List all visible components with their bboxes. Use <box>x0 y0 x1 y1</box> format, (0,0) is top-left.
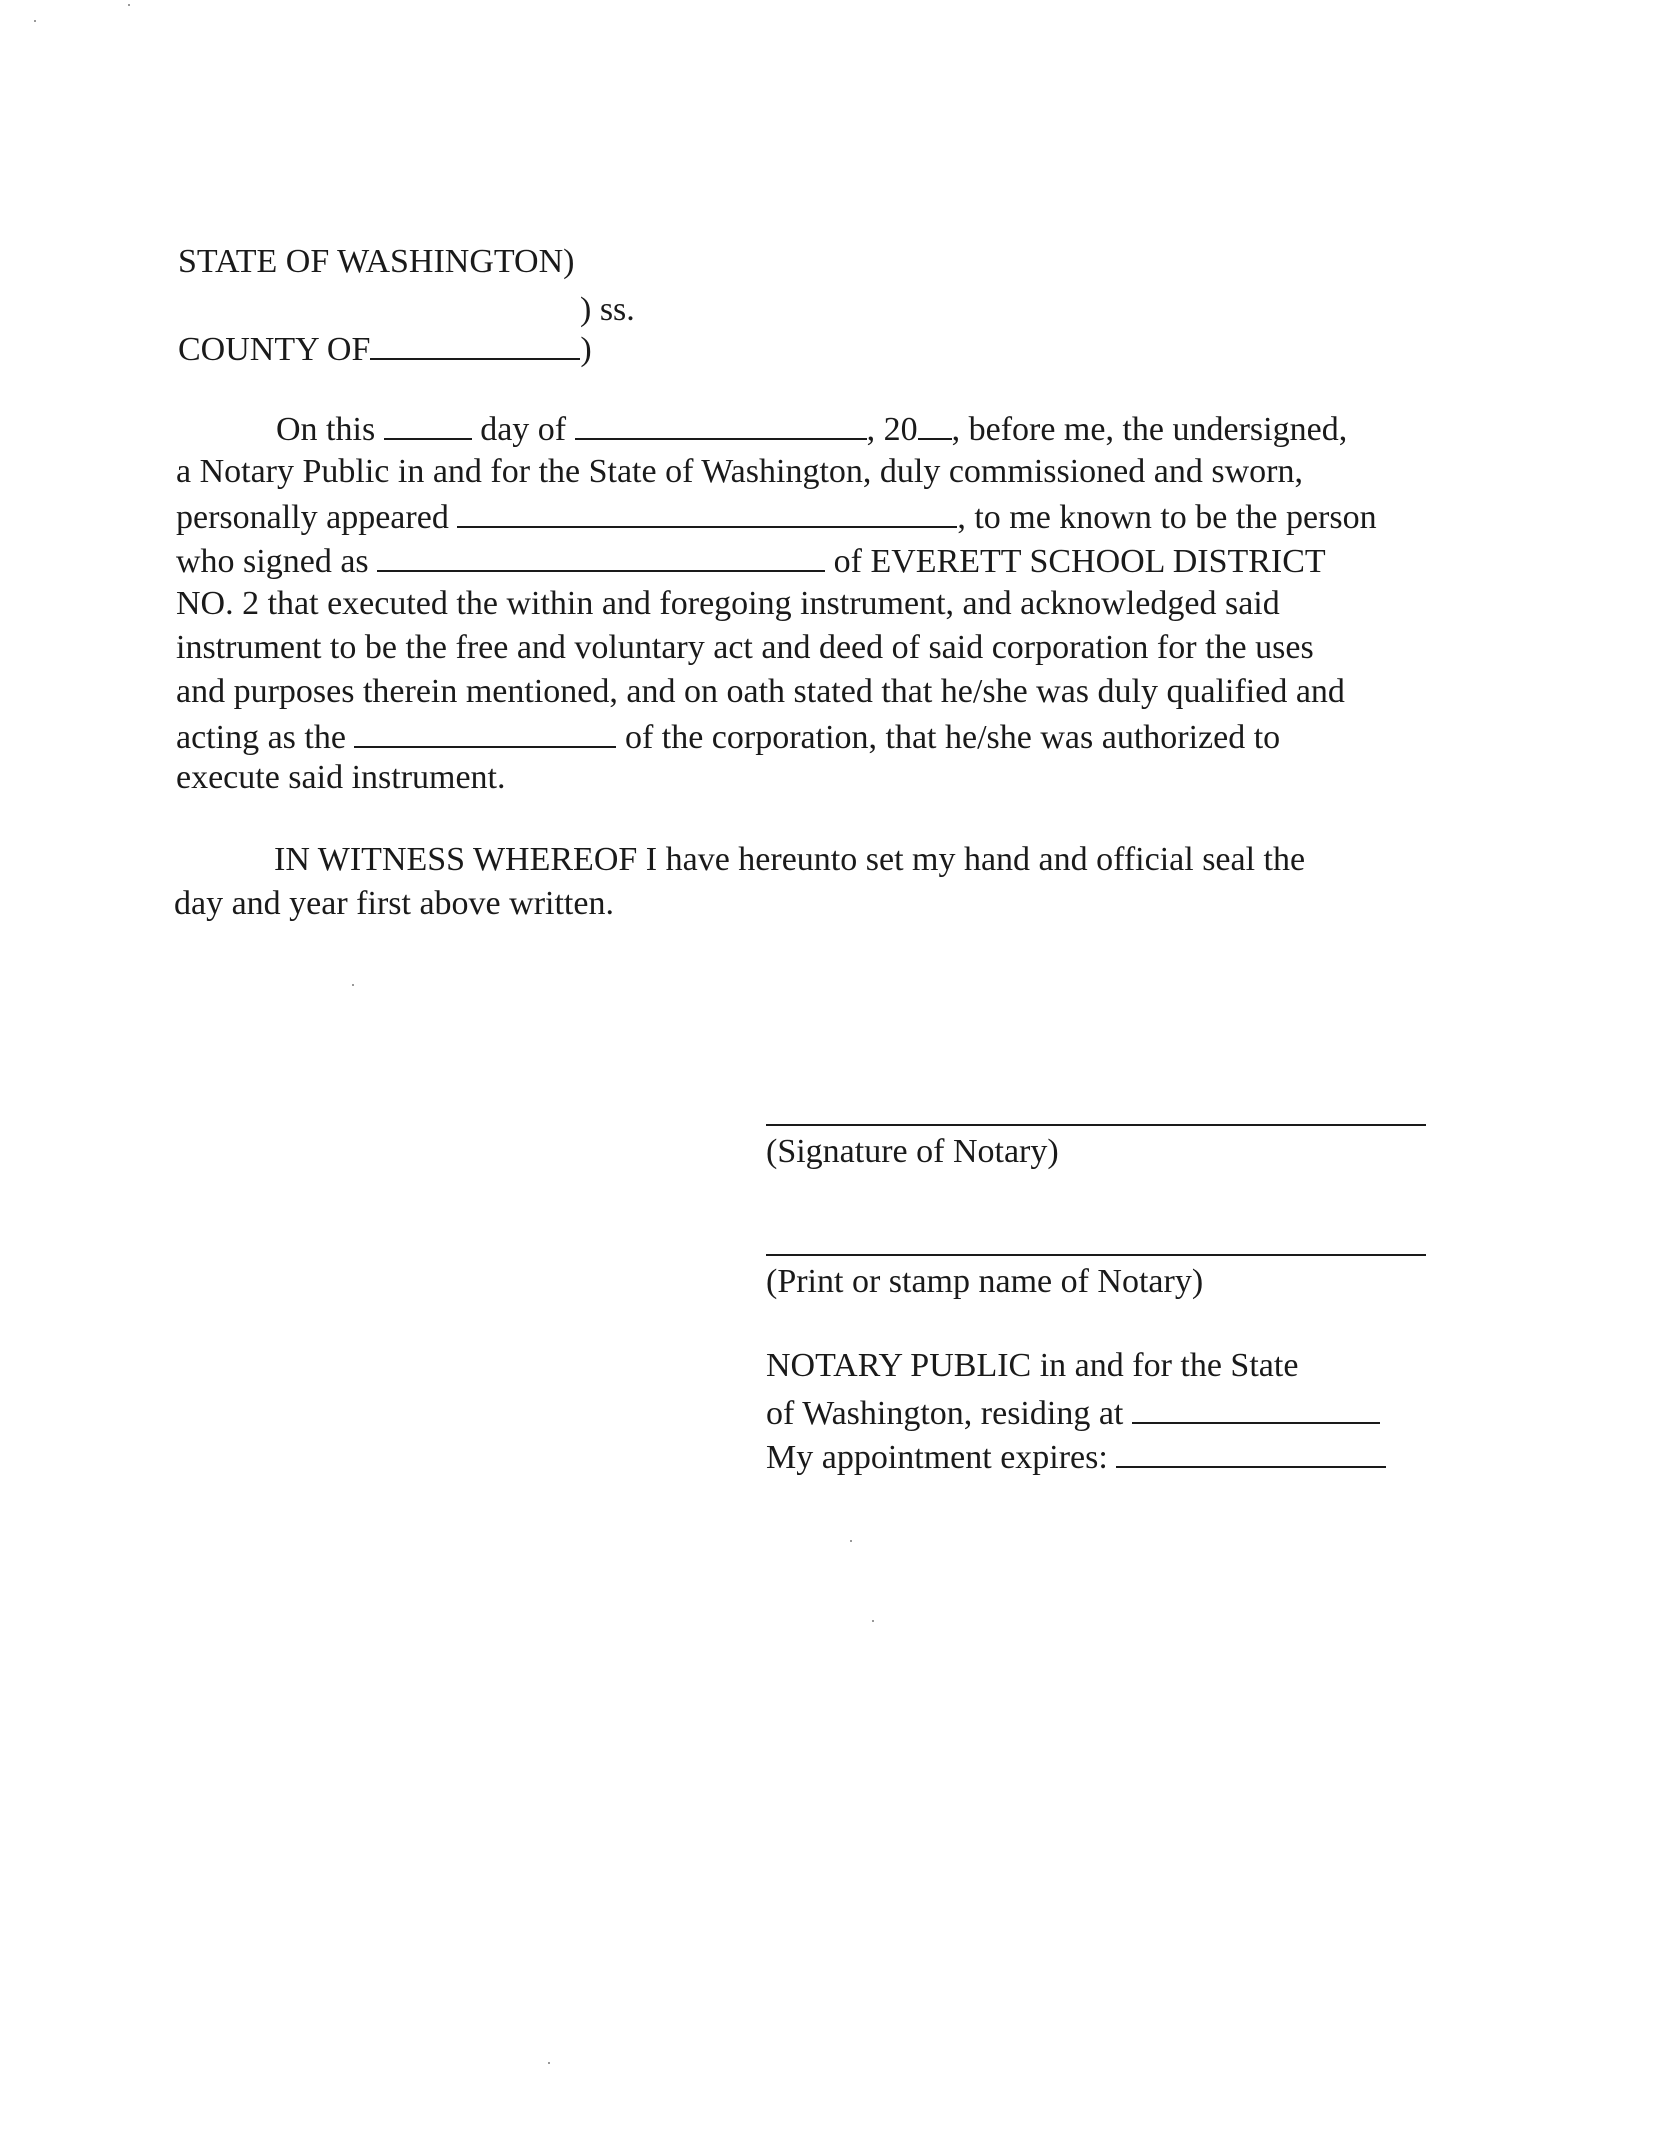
print-name-line[interactable] <box>766 1254 1426 1256</box>
county-caption <box>178 328 592 370</box>
ack-line-6 <box>176 628 1314 668</box>
scan-speck <box>850 1540 852 1542</box>
ack-line-6-text: instrument to be the free and voluntary act and deed of said corporation for the uses <box>176 629 1314 666</box>
corporation-text: of the corporation, that he/she was authorized to <box>624 719 1281 756</box>
ack-line-8 <box>176 716 1280 758</box>
expiration-blank[interactable] <box>1116 1436 1386 1468</box>
print-caption <box>766 1262 1203 1302</box>
ack-line-9-text: execute said instrument. <box>176 759 506 796</box>
scan-speck <box>34 20 36 22</box>
known-person-text: , to me known to be the person <box>957 499 1377 536</box>
ack-line-5-text: NO. 2 that executed the within and foregoing instrument, and acknowledged said <box>176 585 1280 622</box>
signature-caption <box>766 1132 1059 1172</box>
residing-at-text: of Washington, residing at <box>766 1395 1124 1432</box>
witness-line-1-text: IN WITNESS WHEREOF I have hereunto set my hand and official seal the <box>274 841 1306 878</box>
year-prefix-text: , 20 <box>866 411 918 448</box>
personally-appeared-text: personally appeared <box>176 499 449 536</box>
acting-as-text: acting as the <box>176 719 346 756</box>
state-line: STATE OF WASHINGTON) <box>178 243 575 280</box>
on-this-text: On this <box>276 411 376 448</box>
notary-line-1-text: NOTARY PUBLIC in and for the State <box>766 1347 1299 1384</box>
year-blank[interactable] <box>918 408 952 440</box>
day-of-text: day of <box>480 411 567 448</box>
notary-line-3 <box>766 1436 1386 1478</box>
ss-line: ) ss. <box>580 291 635 328</box>
scan-speck <box>352 984 354 986</box>
ack-line-2-text: a Notary Public in and for the State of Washington, duly commissioned and sworn, <box>176 453 1303 490</box>
ack-line-5 <box>176 584 1280 624</box>
ack-line-7-text: and purposes therein mentioned, and on oath stated that he/she was duly qualified and <box>176 673 1345 710</box>
county-close: ) <box>580 331 592 368</box>
witness-line-2-text: day and year first above written. <box>174 885 614 922</box>
witness-line-1 <box>274 840 1305 880</box>
signature-caption-text: (Signature of Notary) <box>766 1133 1059 1170</box>
signed-as-text: who signed as <box>176 543 369 580</box>
ack-line-4 <box>176 540 1326 582</box>
ack-line-3 <box>176 496 1377 538</box>
ack-line-9 <box>176 758 506 798</box>
state-caption <box>178 242 574 282</box>
notary-line-1 <box>766 1346 1298 1386</box>
appeared-name-blank[interactable] <box>457 496 957 528</box>
county-blank[interactable] <box>370 328 580 360</box>
day-blank[interactable] <box>384 408 472 440</box>
ss-caption <box>580 290 635 330</box>
county-label: COUNTY OF <box>178 331 371 368</box>
signature-line[interactable] <box>766 1124 1426 1126</box>
residence-blank[interactable] <box>1132 1392 1380 1424</box>
ack-line-1 <box>276 408 1347 450</box>
month-blank[interactable] <box>575 408 867 440</box>
ack-line-7 <box>176 672 1345 712</box>
notary-line-2 <box>766 1392 1380 1434</box>
ack-line-2 <box>176 452 1303 492</box>
scan-speck <box>872 1620 874 1622</box>
title-blank[interactable] <box>354 716 616 748</box>
scan-speck <box>128 4 130 6</box>
scan-speck <box>548 2062 550 2064</box>
before-me-text: , before me, the undersigned, <box>951 411 1348 448</box>
district-text: of EVERETT SCHOOL DISTRICT <box>833 543 1326 580</box>
print-caption-text: (Print or stamp name of Notary) <box>766 1263 1204 1300</box>
signed-as-blank[interactable] <box>377 540 825 572</box>
witness-line-2 <box>174 884 614 924</box>
appointment-expires-text: My appointment expires: <box>766 1439 1108 1476</box>
